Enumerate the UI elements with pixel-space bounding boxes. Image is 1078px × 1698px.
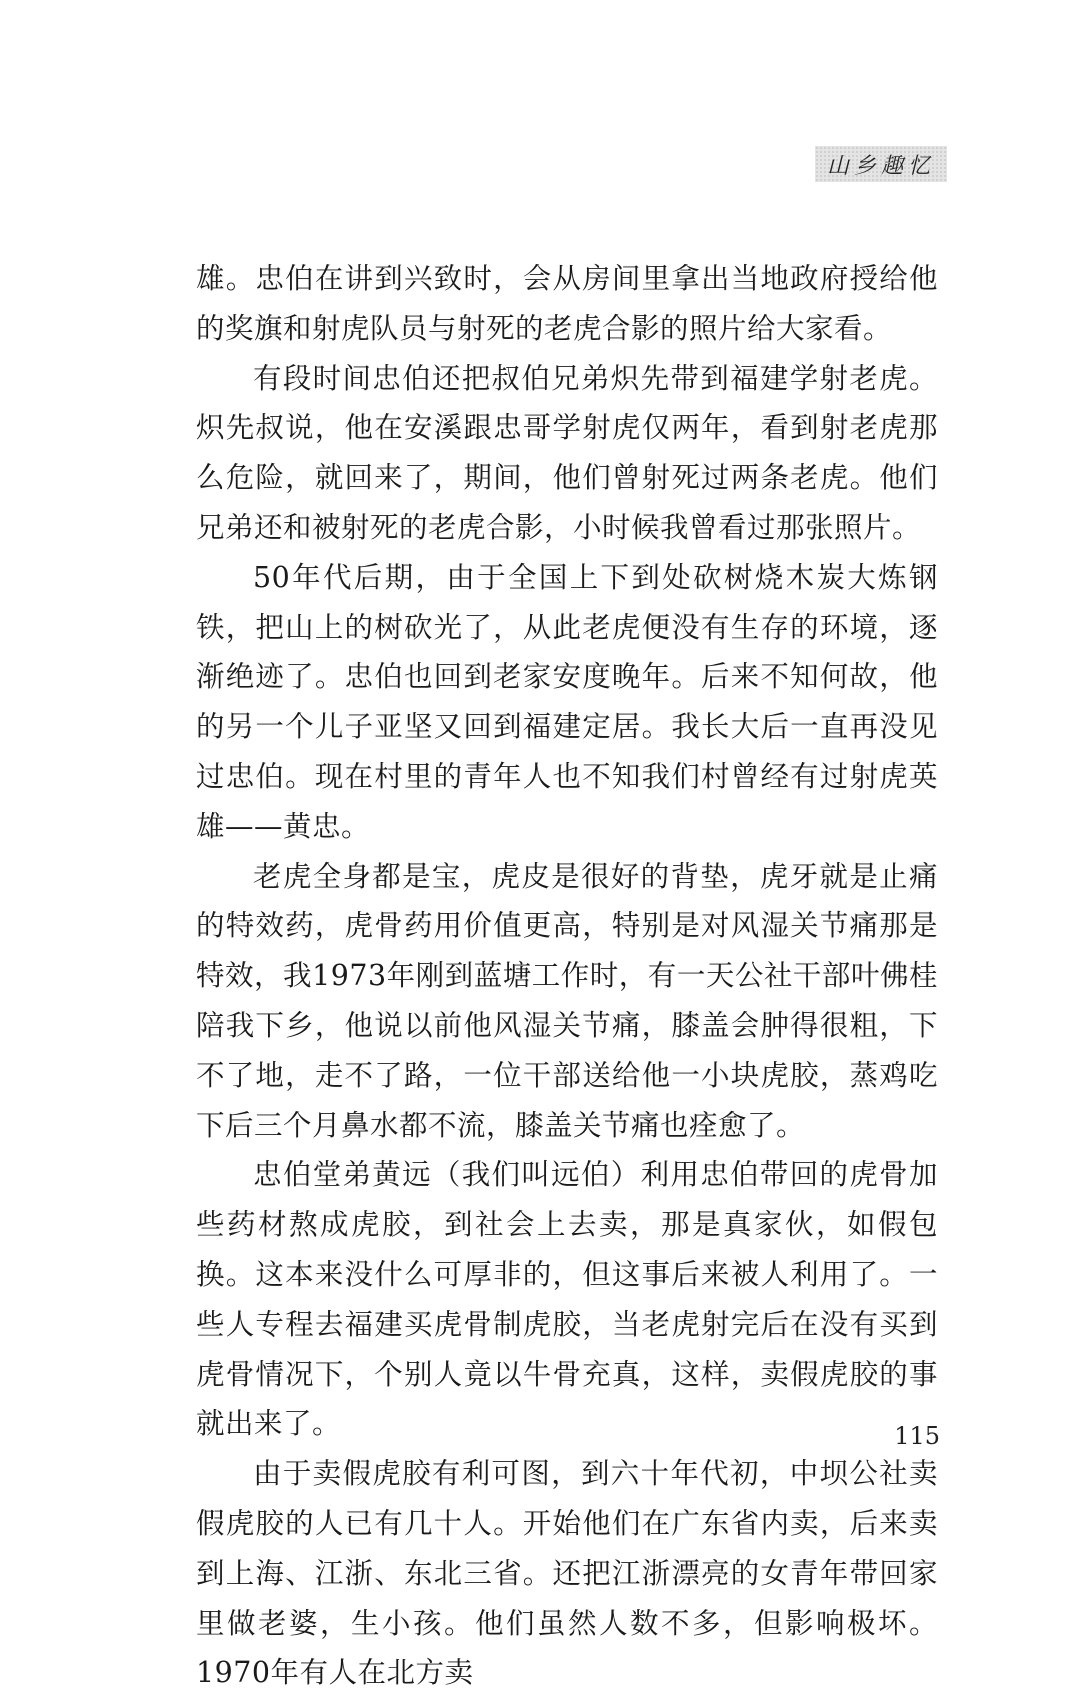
body-text [196, 254, 938, 1698]
paragraph-1: 雄。忠伯在讲到兴致时，会从房间里拿出当地政府授给他的奖旗和射虎队员与射死的老虎合影的照片给大家看。 [196, 262, 938, 345]
paragraph-2: 有段时间忠伯还把叔伯兄弟炽先带到福建学射老虎。炽先叔说，他在安溪跟忠哥学射虎仅两年，看到射老虎那么危险，就回来了，期间，他们曾射死过两条老虎。他们兄弟还和被射死的老虎合影，小时候我曾看过那张照片。 [196, 361, 938, 544]
paragraph-6: 由于卖假虎胶有利可图，到六十年代初，中坝公社卖假虎胶的人已有几十人。开始他们在广东省内卖，后来卖到上海、江浙、东北三省。还把江浙漂亮的女青年带回家里做老婆，生小孩。他们虽然人数不多，但影响极坏。1970年有人在北方卖 [196, 1457, 938, 1690]
paragraph-5: 忠伯堂弟黄远（我们叫远伯）利用忠伯带回的虎骨加些药材熬成虎胶，到社会上去卖，那是真家伙，如假包换。这本来没什么可厚非的，但这事后来被人利用了。一些人专程去福建买虎骨制虎胶，当老虎射完后在没有买到虎骨情况下，个别人竟以牛骨充真，这样，卖假虎胶的事就出来了。 [196, 1158, 938, 1441]
paragraph-4: 老虎全身都是宝，虎皮是很好的背垫，虎牙就是止痛的特效药，虎骨药用价值更高，特别是对风湿关节痛那是特效，我1973年刚到蓝塘工作时，有一天公社干部叶佛桂陪我下乡，他说以前他风湿关节痛，膝盖会肿得很粗，下不了地，走不了路，一位干部送给他一小块虎胶，蒸鸡吃下后三个月鼻水都不流，膝盖关节痛也痊愈了。 [196, 859, 938, 1142]
page-number: 115 [894, 1422, 940, 1450]
paragraph-3: 50年代后期，由于全国上下到处砍树烧木炭大炼钢铁，把山上的树砍光了，从此老虎便没有生存的环境，逐渐绝迹了。忠伯也回到老家安度晚年。后来不知何故，他的另一个儿子亚坚又回到福建定居。我长大后一直再没见过忠伯。现在村里的青年人也不知我们村曾经有过射虎英雄——黄忠。 [196, 560, 938, 843]
running-header: 山乡趣忆 [815, 146, 947, 182]
